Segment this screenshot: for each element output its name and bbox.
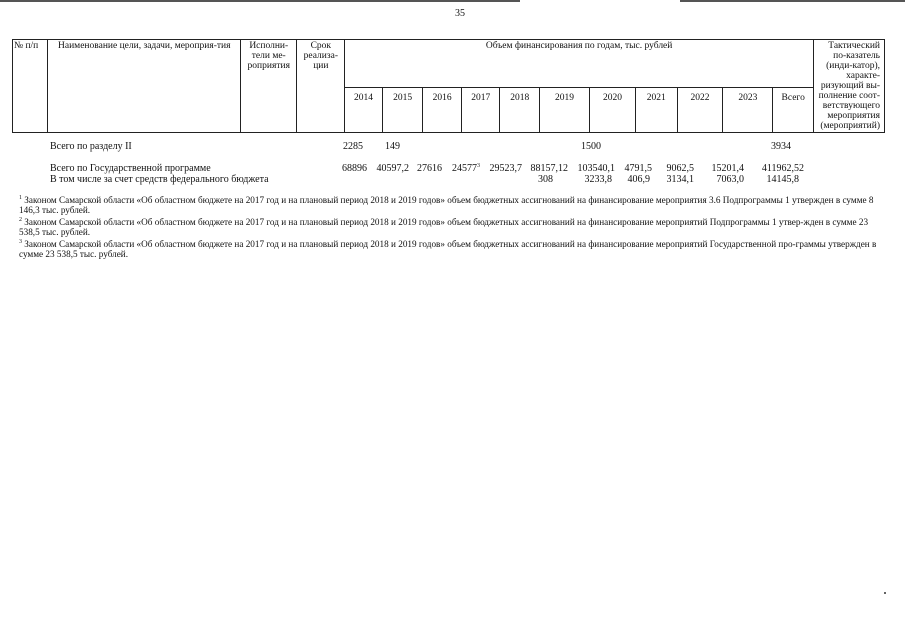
footnote-text: Законом Самарской области «Об областном бюджете на 2017 год и на плановый период 2018 и 2019 годов» объем бюджетных ассигнований на финансирование мероприятий Государственной про-граммы утвержден в сумме 23 538,5 тыс. рублей.: [19, 239, 877, 259]
year-2014: 2014: [345, 87, 383, 132]
value-2022: 9062,5: [666, 163, 694, 174]
year-2016: 2016: [423, 87, 462, 132]
footnote-text: Законом Самарской области «Об областном бюджете на 2017 год и на плановый период 2018 и 2019 годов» объем бюджетных ассигнований на финансирование мероприятия 3.6 Подпрограммы 1 утвержден в сумме 8 146,3 тыс. рублей.: [19, 195, 874, 215]
value-2023: 7063,0: [716, 174, 744, 185]
footnote-ref: 3: [477, 163, 480, 169]
page-number: 35: [455, 8, 465, 19]
header-term: Срок реализа-ции: [297, 40, 345, 133]
row-label: Всего по Государственной программе: [50, 163, 211, 174]
scan-speck: [884, 592, 886, 594]
footnote-text: Законом Самарской области «Об областном бюджете на 2017 год и на плановый период 2018 и 2019 годов» объем бюджетных ассигнований на финансирование мероприятий Подпрограммы 1 утвер-жден в сумме 23 538,5 тыс. рублей.: [19, 217, 869, 237]
value-2017: 24577$^3$: [452, 163, 480, 174]
year-2017: 2017: [461, 87, 500, 132]
value-2020: 103540,1: [577, 163, 615, 174]
value-2020: 1500: [581, 141, 601, 152]
year-2015: 2015: [382, 87, 423, 132]
value-2020: 3233,8: [584, 174, 612, 185]
header-num: № п/п: [13, 40, 48, 133]
value-2016: 27616: [417, 163, 442, 174]
value-total: 14145,8: [766, 174, 799, 185]
year-2020: 2020: [590, 87, 636, 132]
year-total: Всего: [773, 87, 814, 132]
value-2019: 88157,12: [530, 163, 568, 174]
header-tactical-indicator: Тактический по-казатель (инди-катор), характе-ризующий вы-полнение соот-ветствующего мероприятия (мероприятий): [814, 40, 885, 133]
value-2021: 4791,5: [624, 163, 652, 174]
value-2018: 29523,7: [489, 163, 522, 174]
header-name: Наименование цели, задачи, мероприя-тия: [48, 40, 241, 133]
scan-edge-gap: [520, 0, 680, 2]
footnote-1: [19, 195, 887, 215]
value-2014: 2285: [343, 141, 363, 152]
year-2022: 2022: [677, 87, 723, 132]
footnote-mark: 3: [19, 239, 22, 245]
footnote-mark: 1: [19, 195, 22, 201]
scan-edge-line: [0, 0, 905, 2]
value-total: 411962,52: [761, 163, 804, 174]
value-2014: 68896: [342, 163, 367, 174]
footnote-mark: 2: [19, 217, 22, 223]
footnote-2: [19, 217, 887, 237]
value-total: 3934: [771, 141, 791, 152]
value-2015: 149: [385, 141, 400, 152]
year-2021: 2021: [635, 87, 677, 132]
row-label: В том числе за счет средств федерального бюджета: [50, 174, 269, 185]
row-label: Всего по разделу II: [50, 141, 132, 152]
year-2019: 2019: [540, 87, 590, 132]
header-table: [12, 39, 885, 133]
value-2023: 15201,4: [711, 163, 744, 174]
value-2022: 3134,1: [666, 174, 694, 185]
year-2023: 2023: [723, 87, 773, 132]
header-funding: Объем финансирования по годам, тыс. рублей: [345, 40, 814, 88]
year-2018: 2018: [500, 87, 540, 132]
value-2021: 406,9: [627, 174, 650, 185]
value-2019: 308: [538, 174, 553, 185]
footnote-3: [19, 239, 887, 259]
header-executors: Исполни-тели ме-роприятия: [241, 40, 297, 133]
value-2015: 40597,2: [376, 163, 409, 174]
